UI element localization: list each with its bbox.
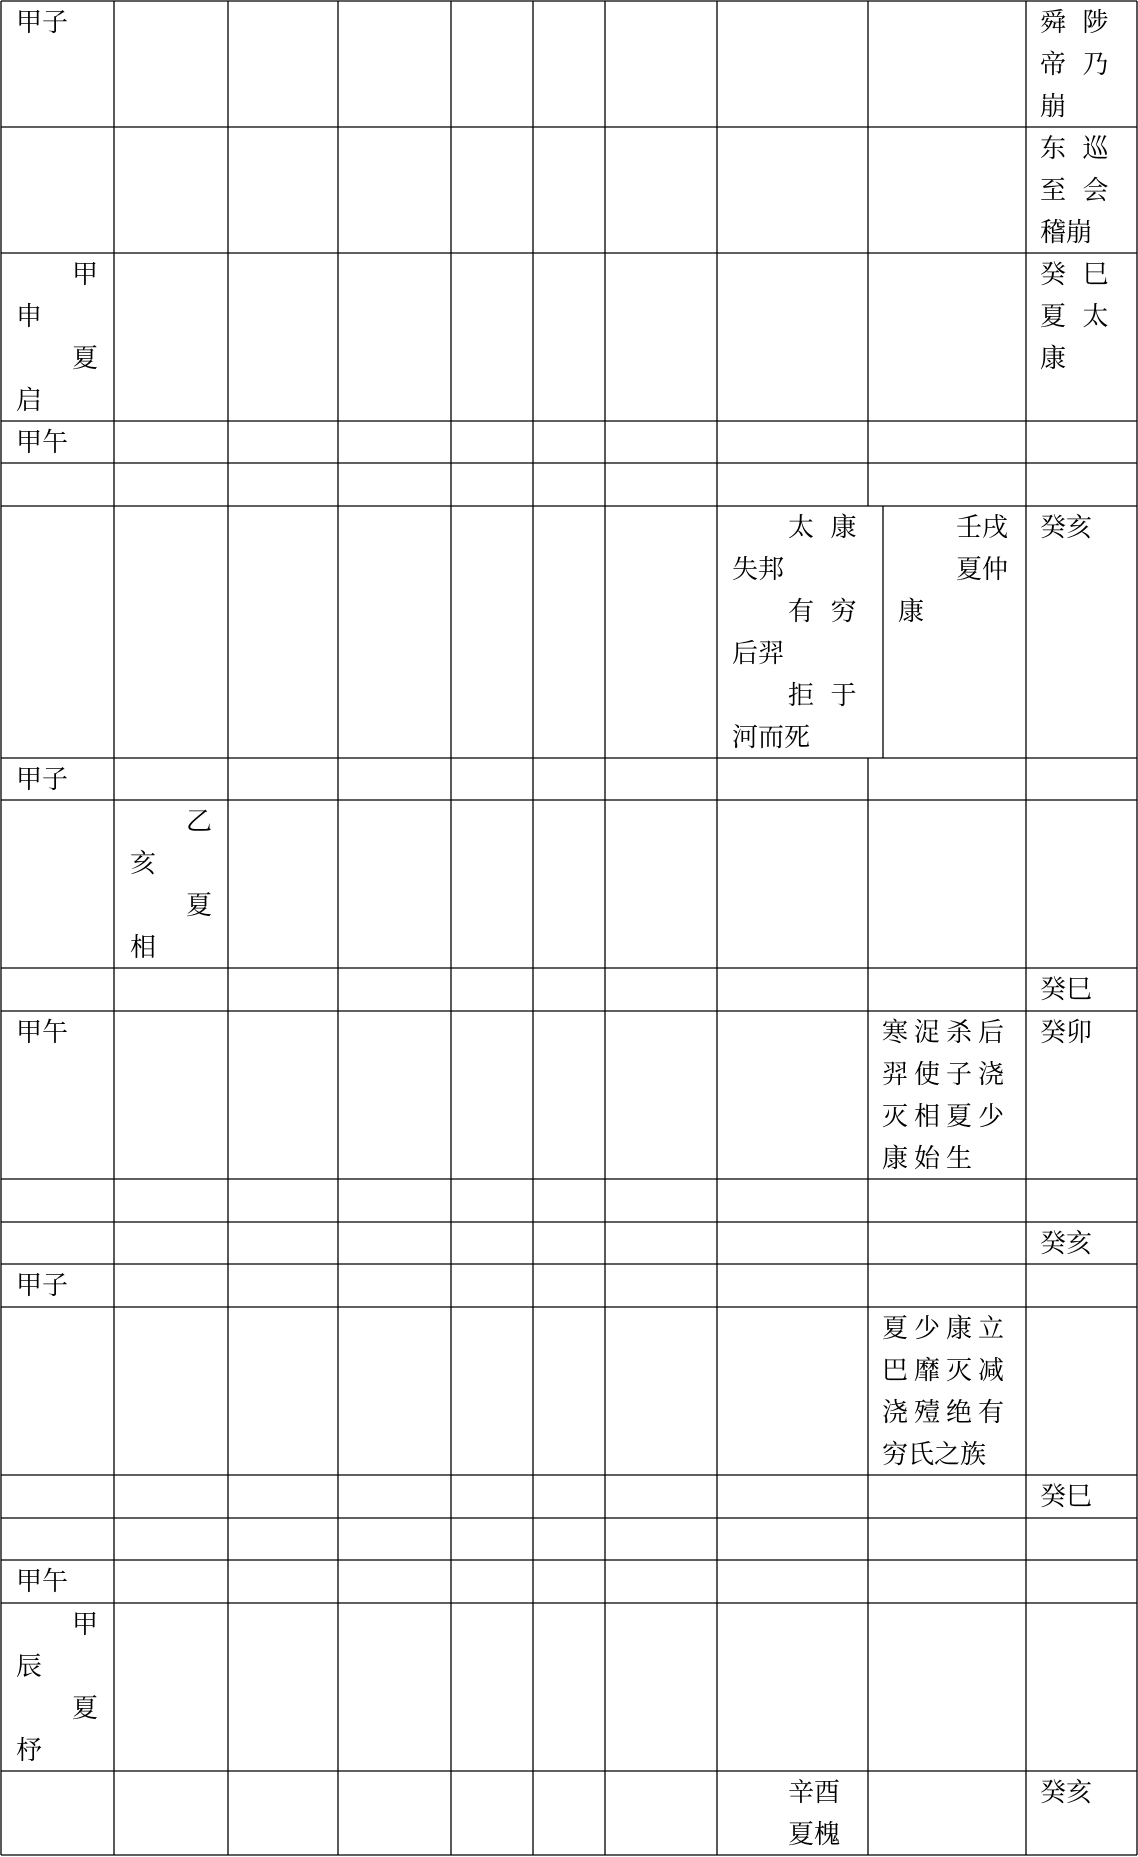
row3-col10-line1: 癸 巳 <box>1040 260 1109 290</box>
row3-col10-line3: 康 <box>1040 344 1067 374</box>
row8-col2-line1: 乙 <box>186 807 213 837</box>
row10-col10-text: 癸卯 <box>1040 1018 1093 1048</box>
row8-col2-line3: 夏 <box>186 891 213 921</box>
row6-col7-line1: 太 康 <box>788 513 857 543</box>
row3-col10-line2: 夏 太 <box>1040 302 1109 332</box>
row10-col9-line4: 康始生 <box>882 1144 979 1174</box>
row19-col10-text: 癸亥 <box>1040 1778 1093 1808</box>
row12-col10-text: 癸亥 <box>1040 1229 1093 1259</box>
row10-col9-line1: 寒浞杀后 <box>882 1018 1011 1048</box>
row19-col7-line2: 夏槐 <box>788 1820 841 1850</box>
row6-col7-line5: 拒 于 <box>788 681 857 711</box>
row6-col7-line2: 失邦 <box>732 555 785 585</box>
row14-col9-line2: 巴靡灭减 <box>882 1356 1011 1386</box>
row3-col1-line1: 甲 <box>72 260 99 290</box>
row10-col9-line3: 灭相夏少 <box>882 1102 1011 1132</box>
row3-col1-line3: 夏 <box>72 344 99 374</box>
row18-col1-line2: 辰 <box>16 1652 43 1682</box>
row10-col9-line2: 羿使子浇 <box>882 1060 1011 1090</box>
row1-col10-line3: 崩 <box>1040 92 1067 122</box>
row3-col1-line2: 申 <box>16 302 43 332</box>
row1-col10-line2: 帝 乃 <box>1040 50 1109 80</box>
row17-col1-text: 甲午 <box>16 1567 69 1597</box>
row13-col1-text: 甲子 <box>16 1271 69 1301</box>
row6-col7-line3: 有 穷 <box>788 597 857 627</box>
row6-col7-line4: 后羿 <box>732 639 785 669</box>
row6-col8-line1: 壬戌 <box>956 513 1009 543</box>
row6-col10-text: 癸亥 <box>1040 513 1093 543</box>
row8-col2-line4: 相 <box>130 933 157 963</box>
row7-col1-text: 甲子 <box>16 765 69 795</box>
row14-col9-line1: 夏少康立 <box>882 1314 1011 1344</box>
row1-col10-line1: 舜 陟 <box>1040 8 1109 38</box>
row14-col9-line4: 穷氏之族 <box>882 1440 987 1470</box>
row2-col10-line1: 东 巡 <box>1040 134 1109 164</box>
row18-col1-line3: 夏 <box>72 1694 99 1724</box>
row19-col7-line1: 辛酉 <box>788 1778 841 1808</box>
row6-col7-line6: 河而死 <box>732 723 811 753</box>
row8-col2-line2: 亥 <box>130 849 157 879</box>
row15-col10-text: 癸巳 <box>1040 1482 1093 1512</box>
row1-col1-text: 甲子 <box>16 8 69 38</box>
row18-col1-line1: 甲 <box>72 1610 99 1640</box>
row2-col10-line3: 稽崩 <box>1040 218 1093 248</box>
row9-col10-text: 癸巳 <box>1040 975 1093 1005</box>
row2-col10-line2: 至 会 <box>1040 176 1109 206</box>
row10-col1-text: 甲午 <box>16 1018 69 1048</box>
row6-col8-line2: 夏仲 <box>956 555 1009 585</box>
row14-col9-line3: 浇殪绝有 <box>882 1398 1011 1428</box>
row18-col1-line4: 杼 <box>16 1736 43 1766</box>
row3-col1-line4: 启 <box>16 386 43 416</box>
row4-col1-text: 甲午 <box>16 428 69 458</box>
row6-col8-line3: 康 <box>898 597 925 627</box>
